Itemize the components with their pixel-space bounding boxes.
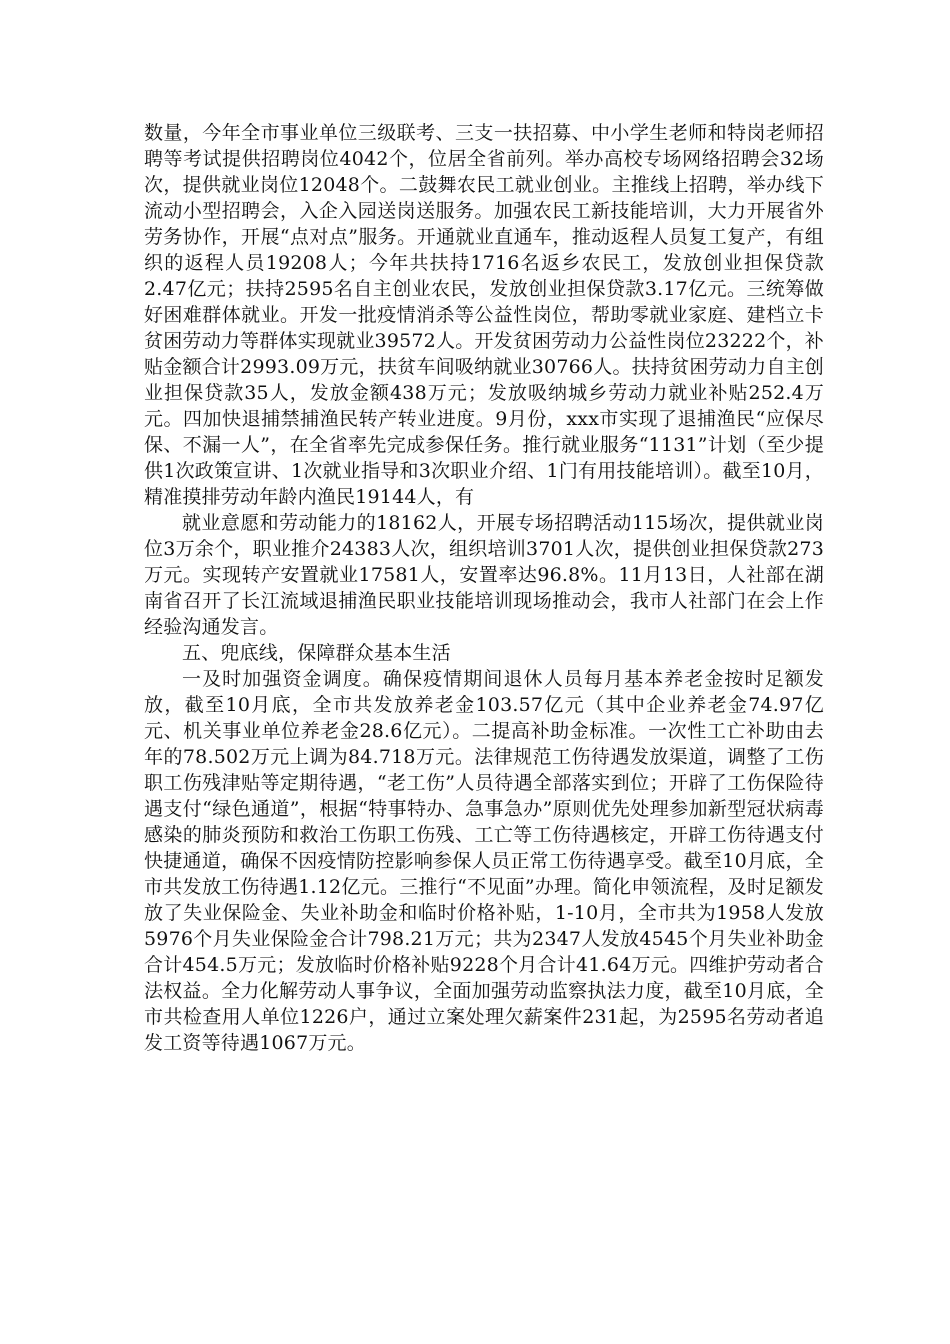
paragraph-employment-continued: 数量，今年全市事业单位三级联考、三支一扶招募、中小学生老师和特岗老师招聘等考试提供招聘岗位4042个，位居全省前列。举办高校专场网络招聘会32场次，提供就业岗位12048个。二鼓舞农民工就业创业。主推线上招聘，举办线下流动小型招聘会，入企入园送岗送服务。加强农民工新技能培训，大力开展省外劳务协作，开展“点对点”服务。开通就业直通车，推动返程人员复工复产，有组织的返程人员19208人；今年共扶持1716名返乡农民工，发放创业担保贷款2.47亿元；扶持2595名自主创业农民，发放创业担保贷款3.17亿元。三统筹做好困难群体就业。开发一批疫情消杀等公益性岗位，帮助零就业家庭、建档立卡贫困劳动力等群体实现就业39572人。开发贫困劳动力公益性岗位23222个，补贴金额合计2993.09万元，扶贫车间吸纳就业30766人。扶持贫困劳动力自主创业担保贷款35人，发放金额438万元；发放吸纳城乡劳动力就业补贴252.4万元。四加快退捕禁捕渔民转产转业进度。9月份，xxx市实现了退捕渔民“应保尽保、不漏一人”，在全省率先完成参保任务。推行就业服务“1131”计划（至少提供1次政策宣讲、1次就业指导和3次职业介绍、1门有用技能培训）。截至10月，精准摸排劳动年龄内渔民19144人，有 (144, 122, 824, 508)
document-body (144, 120, 824, 1056)
section-heading: 五、兜底线，保障群众基本生活 (182, 642, 451, 664)
paragraph-fishermen-employment: 就业意愿和劳动能力的18162人，开展专场招聘活动115场次，提供就业岗位3万余个，职业推介24383人次，组织培训3701人次，提供创业担保贷款273万元。实现转产安置就业17581人，安置率达96.8%。11月13日，人社部在湖南省召开了长江流域退捕渔民职业技能培训现场推动会，我市人社部门在会上作经验沟通发言。 (144, 512, 824, 638)
paragraph-basic-livelihood: 一及时加强资金调度。确保疫情期间退休人员每月基本养老金按时足额发放，截至10月底，全市共发放养老金103.57亿元（其中企业养老金74.97亿元、机关事业单位养老金28.6亿元）。二提高补助金标准。一次性工亡补助由去年的78.502万元上调为84.718万元。法律规范工伤待遇发放渠道，调整了工伤职工伤残津贴等定期待遇，“老工伤”人员待遇全部落实到位；开辟了工伤保险待遇支付“绿色通道”，根据“特事特办、急事急办”原则优先处理参加新型冠状病毒感染的肺炎预防和救治工伤职工伤残、工亡等工伤待遇核定，开辟工伤待遇支付快捷通道，确保不因疫情防控影响参保人员正常工伤待遇享受。截至10月底，全市共发放工伤待遇1.12亿元。三推行“不见面”办理。简化申领流程，及时足额发放了失业保险金、失业补助金和临时价格补贴，1-10月，全市共为1958人发放5976个月失业保险金合计798.21万元；共为2347人发放4545个月失业补助金合计454.5万元；发放临时价格补贴9228个月合计41.64万元。四维护劳动者合法权益。全力化解劳动人事争议，全面加强劳动监察执法力度，截至10月底，全市共检查用人单位1226户，通过立案处理欠薪案件231起，为2595名劳动者追发工资等待遇1067万元。 (144, 668, 824, 1054)
